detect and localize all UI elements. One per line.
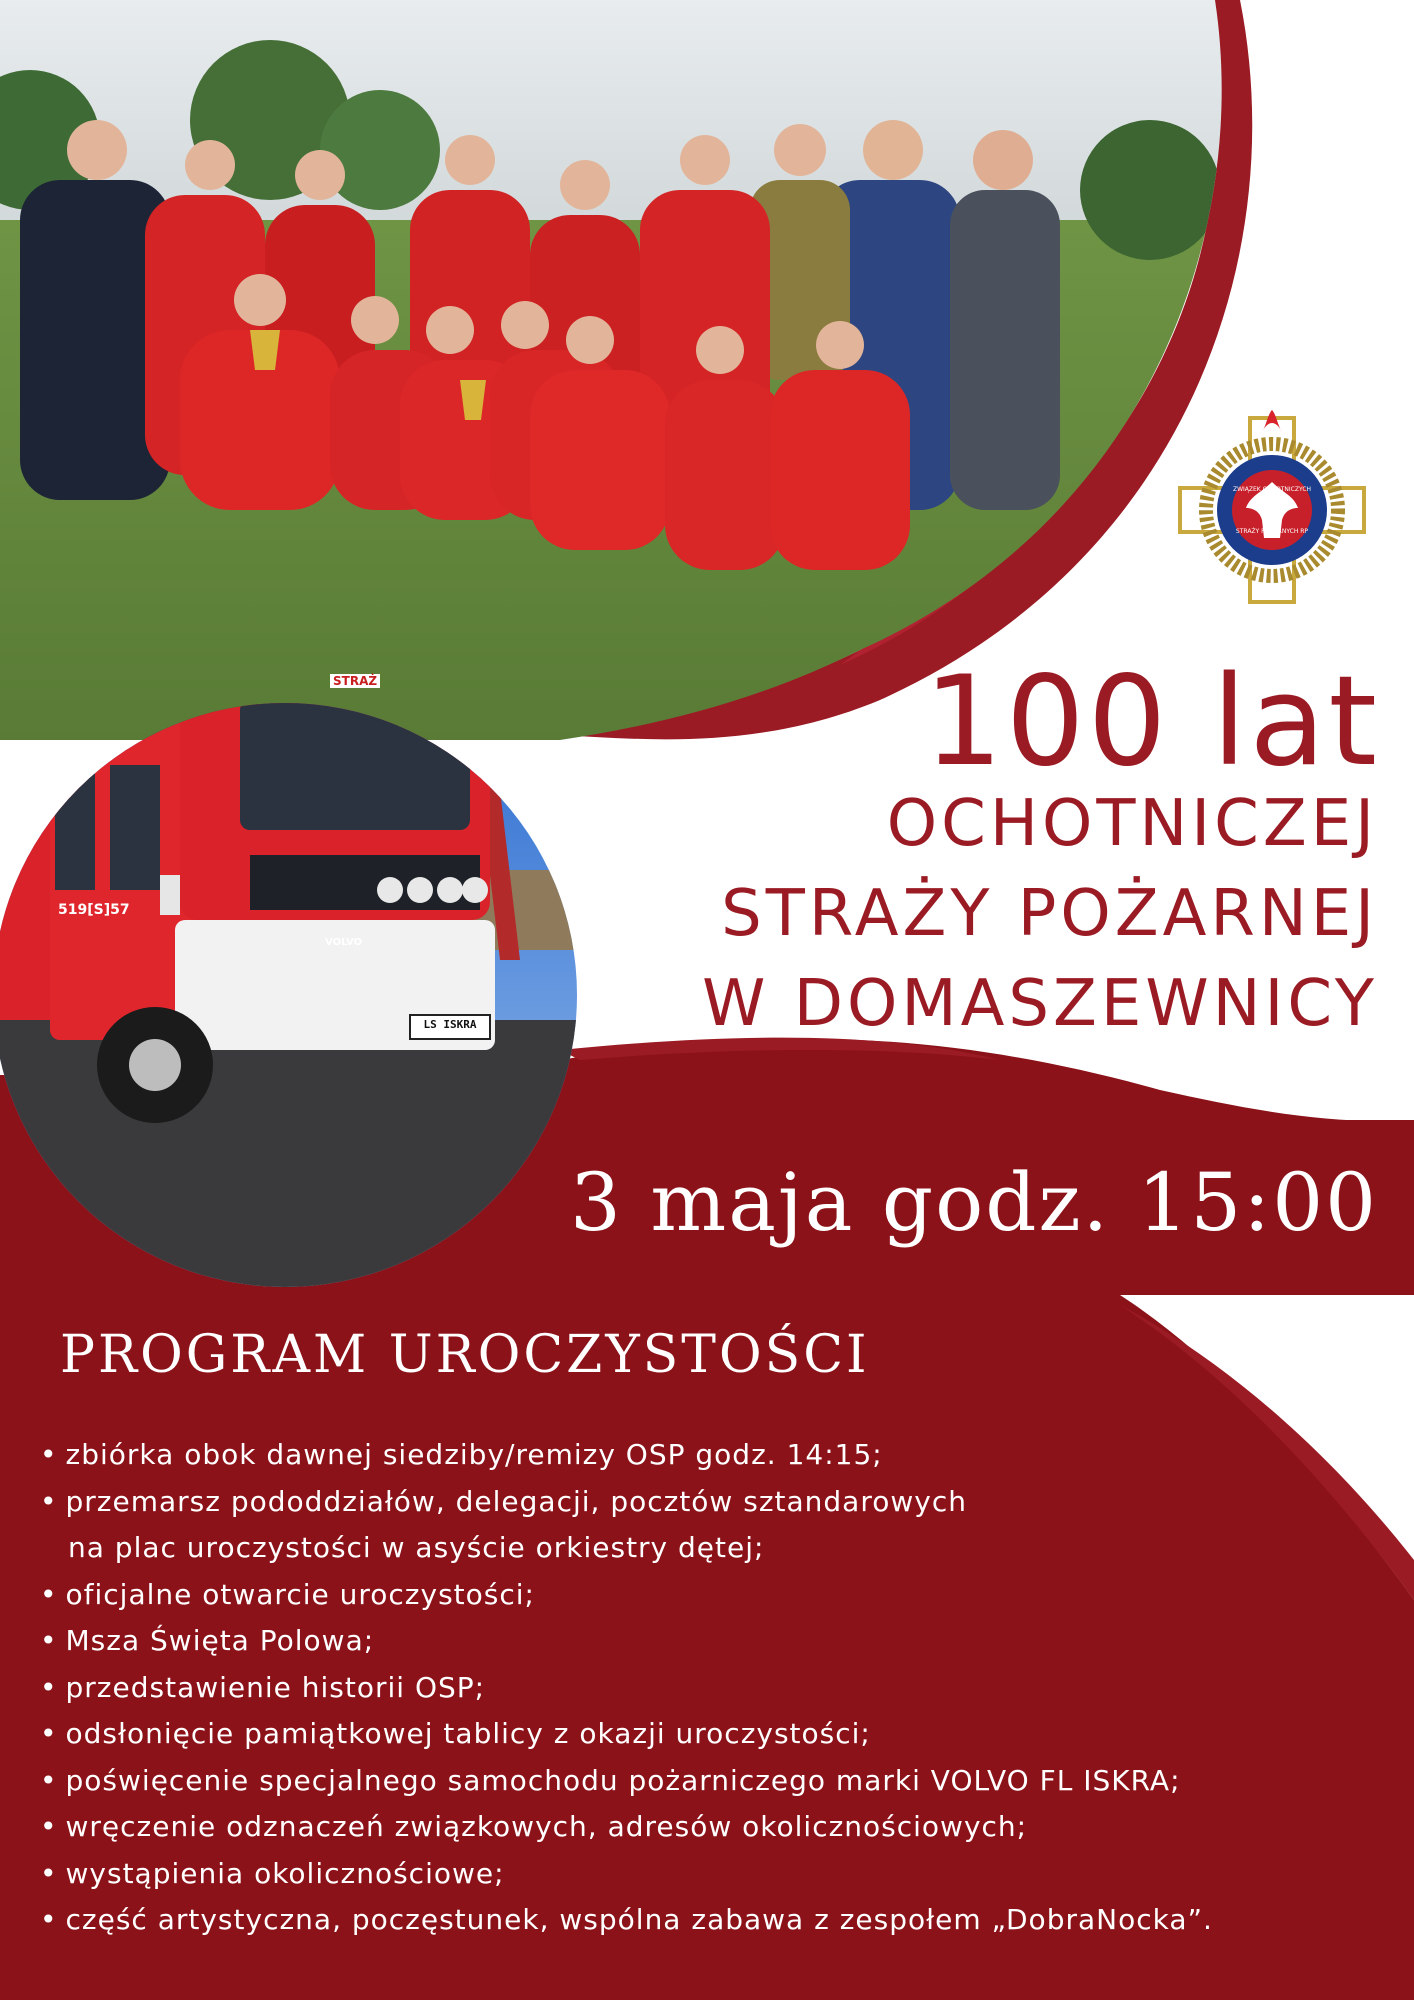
program-item-text: zbiórka obok dawnej siedziby/remizy OSP godz. 14:15; xyxy=(65,1438,883,1471)
program-item xyxy=(40,1618,1370,1665)
program-item xyxy=(40,1572,1370,1619)
program-item xyxy=(40,1432,1370,1479)
bullet: • xyxy=(40,1670,58,1704)
title-line-1: OCHOTNICZEJ xyxy=(886,787,1378,861)
truck-brand: VOLVO xyxy=(325,937,363,948)
title-line-3: W DOMASZEWNICY xyxy=(702,967,1378,1041)
program-item xyxy=(40,1479,1370,1526)
bullet: • xyxy=(40,1438,58,1471)
bullet: • xyxy=(40,1903,58,1936)
program-item-text: Msza Święta Polowa; xyxy=(65,1624,375,1657)
program-list xyxy=(40,1432,1370,1944)
program-item-text: przedstawienie historii OSP; xyxy=(65,1670,486,1704)
title-anniversary: 100 lat xyxy=(923,650,1380,794)
bullet: • xyxy=(40,1763,58,1797)
event-date-time: 3 maja godz. 15:00 xyxy=(570,1156,1378,1249)
program-item xyxy=(40,1711,1370,1758)
program-item xyxy=(40,1758,1370,1805)
program-item-text: oficjalne otwarcie uroczystości; xyxy=(65,1577,535,1611)
logo-text-top: ZWIĄZEK OCHOTNICZYCH xyxy=(1232,486,1312,493)
program-item xyxy=(40,1804,1370,1851)
truck-side-number: 519[S]57 xyxy=(58,902,130,918)
program-item-text: przemarsz pododdziałów, delegacji, pocztów sztandarowych xyxy=(65,1484,967,1518)
bullet: • xyxy=(40,1717,58,1750)
truck-cab-sign: STRAŻ xyxy=(330,674,380,688)
program-item-text: część artystyczna, poczęstunek, wspólna zabawa z zespołem „DobraNocka”. xyxy=(65,1903,1213,1936)
bullet: • xyxy=(40,1856,58,1890)
program-item-text: poświęcenie specjalnego samochodu pożarniczego marki VOLVO FL ISKRA; xyxy=(65,1763,1181,1797)
bullet: • xyxy=(40,1624,58,1657)
program-item-text: na plac uroczystości w asyście orkiestry dętej; xyxy=(68,1531,765,1564)
logo-ring-text xyxy=(1222,486,1322,536)
program-item xyxy=(40,1851,1370,1898)
program-item xyxy=(40,1897,1370,1944)
program-heading: PROGRAM UROCZYSTOŚCI xyxy=(60,1325,870,1385)
group-photo xyxy=(0,0,1260,760)
program-item xyxy=(40,1665,1370,1712)
bullet: • xyxy=(40,1484,58,1518)
program-item-continuation xyxy=(40,1525,1370,1572)
program-item-text: wręczenie odznaczeń związkowych, adresów okolicznościowych; xyxy=(65,1810,1028,1843)
title-line-2: STRAŻY POŻARNEJ xyxy=(721,877,1378,951)
logo-text-bottom: STRAŻY POŻARNYCH RP xyxy=(1235,528,1309,535)
program-item-text: odsłonięcie pamiątkowej tablicy z okazji uroczystości; xyxy=(65,1717,871,1750)
bullet: • xyxy=(40,1810,58,1843)
bullet: • xyxy=(40,1577,58,1611)
program-item-text: wystąpienia okolicznościowe; xyxy=(65,1856,505,1890)
truck-plate: LS ISKRA xyxy=(423,1018,477,1031)
